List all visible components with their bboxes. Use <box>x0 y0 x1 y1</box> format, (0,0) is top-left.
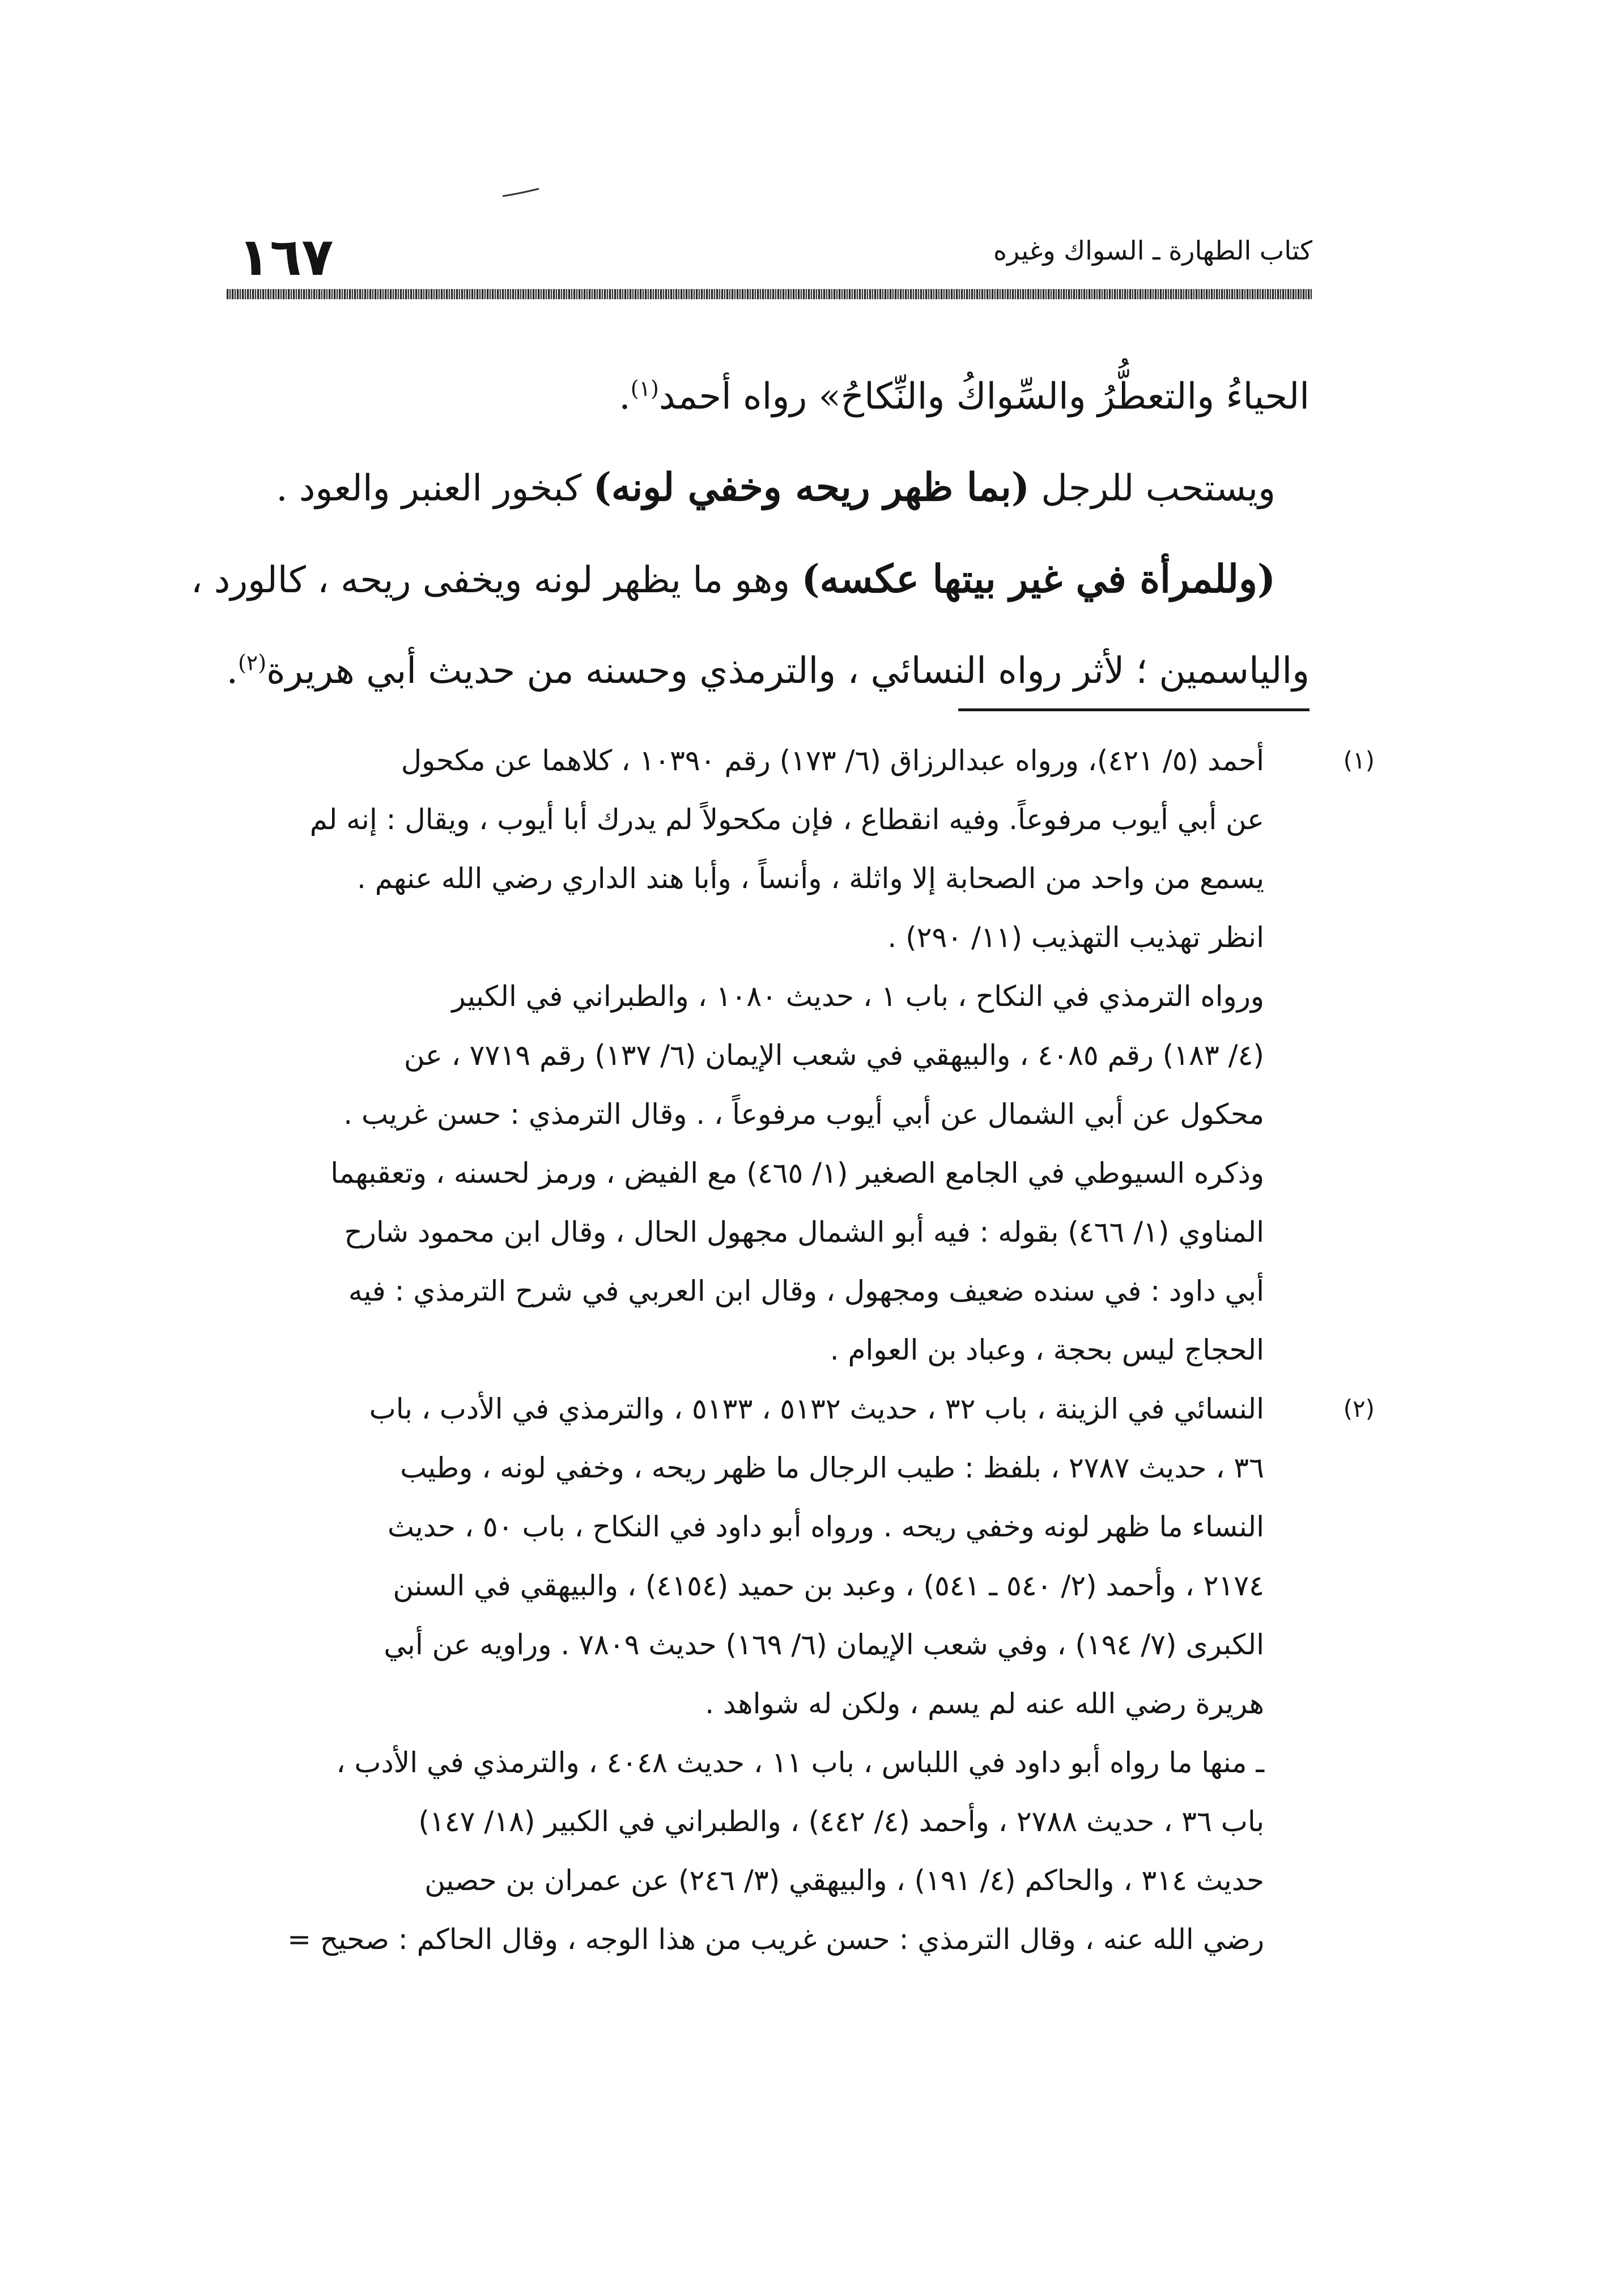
footnote-divider <box>958 708 1310 711</box>
main-line-4: والياسمين ؛ لأثر رواه النسائي ، والترمذي وحسنه من حديث أبي هريرة$^{(٢)}$. <box>226 650 1310 692</box>
footnote-line: النساء ما ظهر لونه وخفي ريحه . ورواه أبو داود في النكاح ، باب ٥٠ ، حديث <box>387 1510 1264 1543</box>
footnote-ref-2: (٢) <box>237 650 267 676</box>
footnote-line: ورواه الترمذي في النكاح ، باب ١ ، حديث ١٠٨٠ ، والطبراني في الكبير <box>452 980 1264 1013</box>
footnote-line: (١) أحمد (٥/ ٤٢١)، ورواه عبدالرزاق (٦/ ١٧٣) رقم ١٠٣٩٠ ، كلاهما عن مكحول <box>227 731 1318 790</box>
main-text <box>190 351 1310 716</box>
footnote-line: أبي داود : في سنده ضعيف ومجهول ، وقال ابن العربي في شرح الترمذي : فيه <box>348 1275 1264 1307</box>
footnote-marker: (٢) <box>1343 1395 1375 1422</box>
page-header <box>227 221 1312 295</box>
matn-phrase: (وللمرأة في غير بيتها عكسه) <box>801 557 1276 602</box>
main-line-1: الحياءُ والتعطُّرُ والسِّواكُ والنِّكاحُ» رواه أحمد$^{(١)}$. <box>619 376 1310 418</box>
main-line-2: ويستحب للرجل (بما ظهر ريحه وخفي لونه) كبخور العنبر والعود . <box>276 465 1276 510</box>
footnote-line: المناوي (١/ ٤٦٦) بقوله : فيه أبو الشمال مجهول الحال ، وقال ابن محمود شارح <box>344 1216 1264 1249</box>
footnote-line: يسمع من واحد من الصحابة إلا واثلة ، وأنساً ، وأبا هند الداري رضي الله عنهم . <box>356 862 1264 895</box>
pen-mark <box>501 187 541 198</box>
footnote-line: عن أبي أيوب مرفوعاً. وفيه انقطاع ، فإن مكحولاً لم يدرك أبا أيوب ، ويقال : إنه لم <box>309 803 1264 836</box>
footnote-line: (٤/ ١٨٣) رقم ٤٠٨٥ ، والبيهقي في شعب الإيمان (٦/ ١٣٧) رقم ٧٧١٩ ، عن <box>403 1039 1264 1072</box>
footnote-line: انظر تهذيب التهذيب (١١/ ٢٩٠) . <box>887 921 1264 954</box>
matn-phrase: (بما ظهر ريحه وخفي لونه) <box>593 465 1030 510</box>
header-rule <box>227 289 1312 299</box>
footnote-line: (٢) النسائي في الزينة ، باب ٣٢ ، حديث ٥١٣٢ ، ٥١٣٣ ، والترمذي في الأدب ، باب <box>227 1379 1318 1438</box>
footnote-line: حديث ٣١٤ ، والحاكم (٤/ ١٩١) ، والبيهقي (٣/ ٢٤٦) عن عمران بن حصين <box>424 1864 1264 1897</box>
footnote-line: وذكره السيوطي في الجامع الصغير (١/ ٤٦٥) مع الفيض ، ورمز لحسنه ، وتعقبهما <box>330 1157 1264 1190</box>
footnote-line: الكبرى (٧/ ١٩٤) ، وفي شعب الإيمان (٦/ ١٦٩) حديث ٧٨٠٩ . وراويه عن أبي <box>384 1628 1264 1661</box>
footnote-line: محكول عن أبي الشمال عن أبي أيوب مرفوعاً ، . وقال الترمذي : حسن غريب . <box>343 1098 1264 1131</box>
footnote-line: رضي الله عنه ، وقال الترمذي : حسن غريب من هذا الوجه ، وقال الحاكم : صحيح = <box>287 1923 1264 1956</box>
footnote-line: هريرة رضي الله عنه لم يسم ، ولكن له شواهد . <box>705 1687 1264 1720</box>
footnotes <box>227 731 1375 1969</box>
page-number: ١٦٧ <box>238 227 334 287</box>
footnote-line: الحجاج ليس بحجة ، وعباد بن العوام . <box>830 1334 1264 1366</box>
running-title: كتاب الطهارة ـ السواك وغيره <box>993 235 1312 266</box>
footnote-line: باب ٣٦ ، حديث ٢٧٨٨ ، وأحمد (٤/ ٤٤٢) ، والطبراني في الكبير (١٨/ ١٤٧) <box>418 1805 1264 1838</box>
footnote-line: ٢١٧٤ ، وأحمد (٢/ ٥٤٠ ـ ٥٤١) ، وعبد بن حميد (٤١٥٤) ، والبيهقي في السنن <box>393 1569 1264 1602</box>
main-line-3: (وللمرأة في غير بيتها عكسه) وهو ما يظهر لونه ويخفى ريحه ، كالورد ، <box>190 557 1276 602</box>
footnote-marker: (١) <box>1343 746 1375 774</box>
footnote-line: ـ منها ما رواه أبو داود في اللباس ، باب ١١ ، حديث ٤٠٤٨ ، والترمذي في الأدب ، <box>336 1746 1264 1779</box>
footnote-line: ٣٦ ، حديث ٢٧٨٧ ، بلفظ : طيب الرجال ما ظهر ريحه ، وخفي لونه ، وطيب <box>400 1451 1264 1484</box>
footnote-ref-1: (١) <box>630 376 659 401</box>
